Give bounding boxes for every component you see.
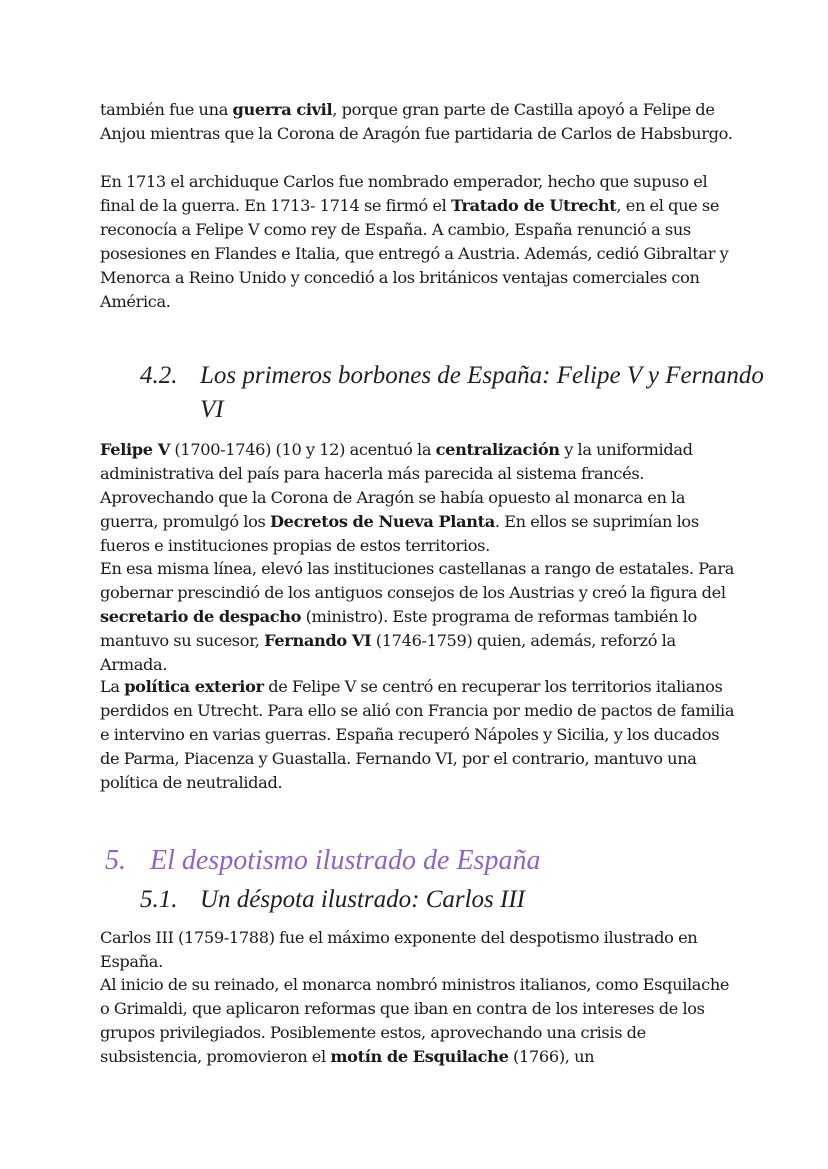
text-segment: . En ellos se suprimían los fueros e instituciones propias de estos territorios. [100, 512, 699, 555]
bold-term: Fernando VI [264, 631, 372, 650]
bold-term: política exterior [124, 677, 264, 696]
paragraph-institutions [100, 557, 740, 677]
section-title-line-1: Los primeros borbones de España: Felipe V y Fernando [200, 362, 764, 389]
text-segment: (1766), un [508, 1047, 595, 1066]
text-segment: (ministro). Este programa de reformas también lo mantuvo su sucesor, [100, 607, 697, 650]
bold-term: centralización [435, 440, 560, 459]
bold-term: secretario de despacho [100, 607, 302, 626]
text-segment: de Felipe V se centró en recuperar los territorios italianos perdidos en Utrecht. Para ello se alió con Francia por medio de pactos de familia e intervino en varias guerras. España recuperó Nápoles y Sicilia, y los ducados de Parma, Piacenza y Guastalla. Fernando VI, por el contrario, mantuvo una política de neutralidad. [100, 677, 735, 792]
bold-term: Felipe V [100, 440, 170, 459]
text-segment: En 1713 el archiduque Carlos fue nombrado emperador, hecho que supuso el final de la guerra. En 1713- 1714 se firmó el [100, 172, 708, 215]
text-segment: Carlos III (1759-1788) fue el máximo exponente del despotismo ilustrado en España. [100, 928, 698, 971]
text-segment: , porque gran parte de Castilla apoyó a Felipe de Anjou mientras que la Corona de Aragón fue partidaria de Carlos de Habsburgo. [100, 100, 733, 143]
bold-term: Decretos de Nueva Planta [269, 512, 495, 531]
paragraph-esquilache [100, 973, 740, 1069]
text-segment: Al inicio de su reinado, el monarca nombró ministros italianos, como Esquilache o Grimaldi, que aplicaron reformas que iban en contra de los intereses de los grupos privilegiados. Posiblemente estos, aprovechando una crisis de subsistencia, promovieron el [100, 975, 730, 1066]
section-title [200, 359, 764, 427]
bold-term: motín de Esquilache [330, 1047, 509, 1066]
section-title-line-2: VI [200, 396, 224, 423]
paragraph-carlos-iii [100, 926, 740, 974]
text-segment: (1700-1746) (10 y 12) acentuó la [169, 440, 436, 459]
paragraph-civil-war [100, 98, 740, 146]
section-heading-5-1 [140, 883, 525, 917]
text-segment: La [100, 677, 125, 696]
paragraph-utrecht [100, 170, 740, 314]
chapter-heading-5 [105, 843, 540, 879]
bold-term: Tratado de Utrecht [450, 196, 617, 215]
text-segment: En esa misma línea, elevó las instituciones castellanas a rango de estatales. Para gobernar prescindió de los antiguos consejos de los Austrias y creó la figura del [100, 559, 735, 602]
section-number: 4.2. [140, 362, 178, 389]
text-segment: también fue una [100, 100, 233, 119]
section-title: Un déspota ilustrado: Carlos III [200, 886, 525, 913]
text-segment: y la uniformidad administrativa del país para hacerla más parecida al sistema francés. Aprovechando que la Corona de Aragón se había opuesto al monarca en la guerra, promulgó los [100, 440, 693, 531]
text-segment: , en el que se reconocía a Felipe V como rey de España. A cambio, España renunció a sus posesiones en Flandes e Italia, que entregó a Austria. Además, cedió Gibraltar y Menorca a Reino Unido y concedió a los británicos ventajas comerciales con América. [100, 196, 729, 311]
bold-term: guerra civil [232, 100, 333, 119]
section-heading-4-2 [140, 359, 764, 427]
text-segment: (1746-1759) quien, además, reforzó la Armada. [100, 631, 676, 674]
section-number: 5.1. [140, 886, 178, 913]
chapter-number: 5. [105, 845, 126, 876]
chapter-title: El despotismo ilustrado de España [150, 845, 541, 876]
paragraph-felipe-v [100, 438, 740, 558]
paragraph-foreign-policy [100, 675, 740, 795]
